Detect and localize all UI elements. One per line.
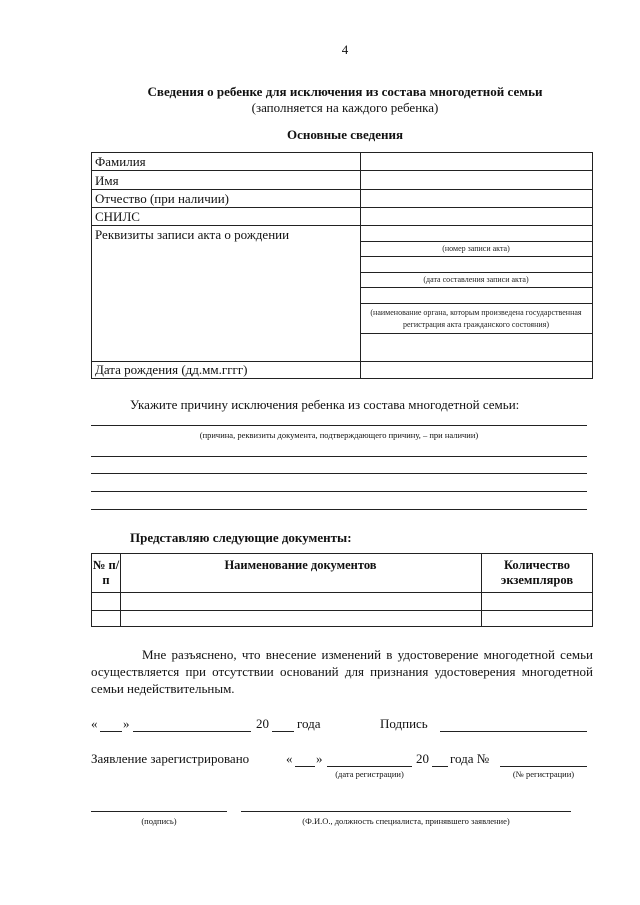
reg-year-prefix: 20 (416, 751, 429, 766)
sign-date-close: » (123, 716, 130, 731)
birth-date-label: Дата рождения (дд.мм.гггг) (95, 362, 248, 377)
sign-year-suffix: года (297, 716, 321, 731)
surname-field[interactable] (361, 153, 592, 170)
snils-label: СНИЛС (95, 209, 140, 224)
birth-record-label: Реквизиты записи акта о рождении (95, 227, 290, 242)
basic-info-table (91, 152, 593, 379)
reason-line-4[interactable] (91, 491, 587, 492)
document-row-2[interactable] (121, 611, 481, 626)
reg-number-hint: (№ регистрации) (512, 769, 575, 779)
reg-day-field[interactable] (295, 766, 315, 767)
footer-signature-hint: (подпись) (141, 816, 177, 826)
reason-line-5[interactable] (91, 509, 587, 510)
col-count-header: Количество экземпляров (500, 558, 574, 587)
footer-signature-field[interactable] (91, 811, 227, 812)
reg-date-close: » (316, 751, 323, 766)
sign-day-field[interactable] (100, 731, 122, 732)
patronymic-field[interactable] (361, 190, 592, 207)
documents-table (91, 553, 593, 627)
documents-heading: Представляю следующие документы: (130, 530, 352, 545)
registration-label: Заявление зарегистрировано (91, 751, 250, 766)
surname-label: Фамилия (95, 154, 146, 169)
document-row-1[interactable] (121, 593, 481, 610)
record-date-field[interactable] (361, 257, 592, 272)
record-number-hint: (номер записи акта) (442, 244, 510, 253)
col-number-header: № п/п (92, 558, 120, 587)
sign-year-field[interactable] (272, 731, 294, 732)
sign-date-open: « (91, 716, 98, 731)
reg-number-field[interactable] (500, 766, 587, 767)
reg-year-suffix: года № (450, 751, 490, 766)
authority-hint: (наименование органа, которым произведена государственная регистрация акта гражданского состояния) (370, 308, 582, 329)
reason-prompt: Укажите причину исключения ребенка из состава многодетной семьи: (130, 397, 520, 412)
birth-date-field[interactable] (361, 362, 592, 379)
footer-specialist-field[interactable] (241, 811, 571, 812)
section-title-basic-info: Основные сведения (287, 127, 403, 142)
reg-year-field[interactable] (432, 766, 448, 767)
name-label: Имя (95, 173, 119, 188)
signature-field[interactable] (440, 731, 587, 732)
page-subtitle: (заполняется на каждого ребенка) (251, 100, 439, 115)
authority-field[interactable] (361, 288, 592, 303)
sign-month-field[interactable] (133, 731, 251, 732)
page-number: 4 (341, 42, 349, 57)
reg-date-hint: (дата регистрации) (335, 769, 404, 779)
footer-specialist-hint: (Ф.И.О., должность специалиста, принявшего заявление) (302, 816, 510, 826)
sign-year-prefix: 20 (256, 716, 269, 731)
reg-date-open: « (286, 751, 293, 766)
reason-line-1[interactable] (91, 425, 587, 426)
name-field[interactable] (361, 171, 592, 189)
reg-month-field[interactable] (327, 766, 412, 767)
signature-label: Подпись (380, 716, 428, 731)
col-name-header: Наименование документов (224, 558, 377, 572)
record-date-hint: (дата составления записи акта) (423, 275, 529, 284)
notice-paragraph: Мне разъяснено, что внесение изменений в удостоверение многодетной семьи осуществляется при отсутствии оснований для признания удостоверения многодетной семьи недействительным. (91, 647, 593, 696)
patronymic-label: Отчество (при наличии) (95, 191, 230, 206)
reason-line-2[interactable] (91, 456, 587, 457)
reason-line-3[interactable] (91, 473, 587, 474)
page-title: Сведения о ребенке для исключения из состава многодетной семьи (147, 84, 543, 99)
snils-field[interactable] (361, 208, 592, 225)
reason-hint: (причина, реквизиты документа, подтверждающего причину, – при наличии) (199, 430, 479, 440)
record-number-field[interactable] (361, 226, 592, 241)
